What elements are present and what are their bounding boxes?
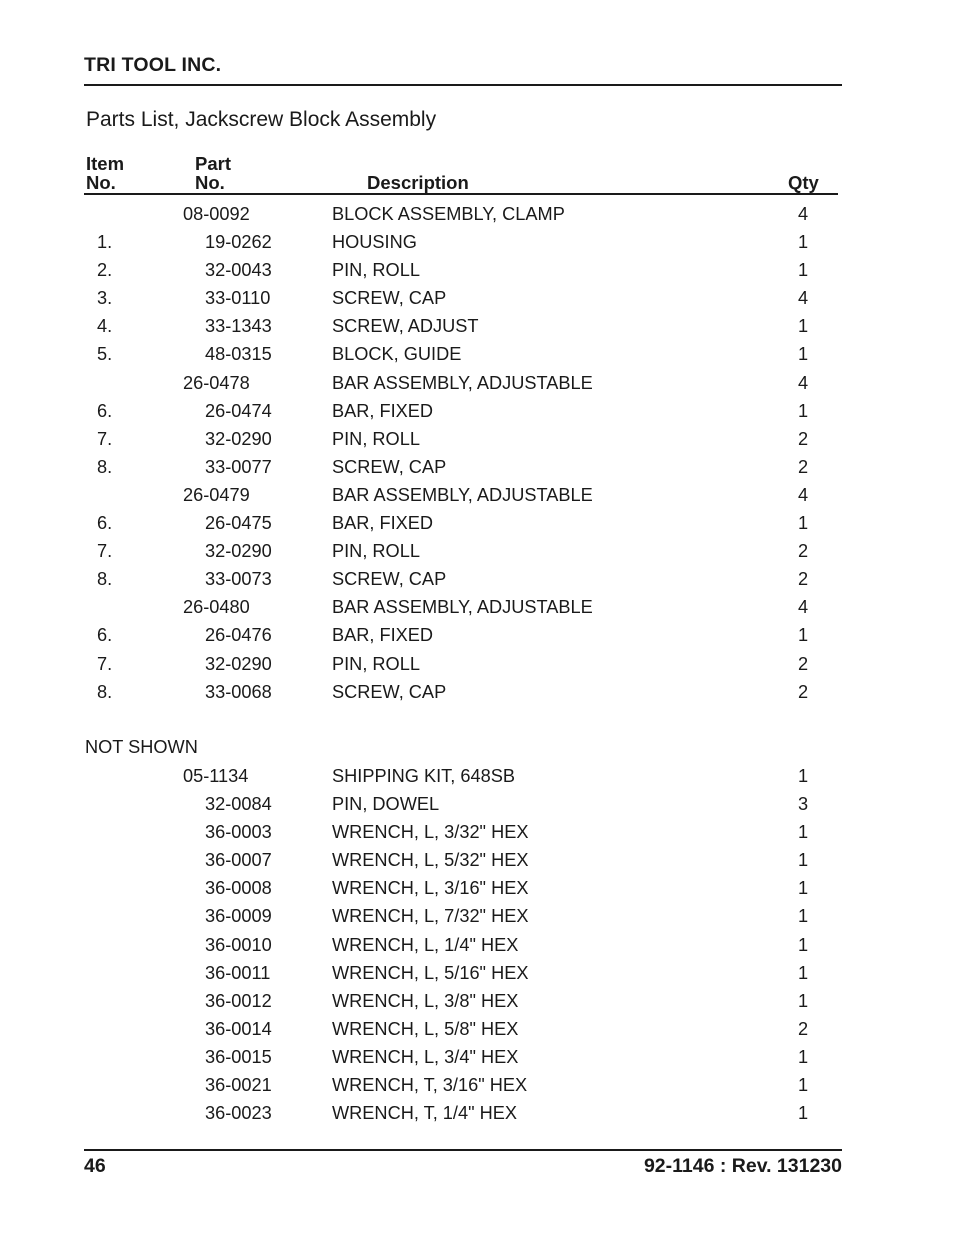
- table-row: [0, 1071, 954, 1099]
- table-row: [0, 902, 954, 930]
- part-number: 32-0290: [205, 428, 272, 449]
- part-number: 36-0012: [205, 990, 272, 1011]
- part-number: 36-0010: [205, 934, 272, 955]
- table-row: [0, 874, 954, 902]
- part-description: BAR, FIXED: [332, 513, 434, 534]
- part-number: 26-0480: [183, 597, 250, 618]
- table-row: [0, 846, 954, 874]
- part-quantity: 1: [798, 400, 809, 421]
- footer-rule: [84, 1149, 842, 1151]
- column-header-part: [195, 154, 231, 192]
- part-description: WRENCH, L, 3/32" HEX: [332, 822, 529, 843]
- part-quantity: 1: [798, 1046, 809, 1067]
- item-number: 8.: [97, 456, 113, 477]
- part-number: 33-0110: [205, 288, 271, 309]
- item-number: 7.: [97, 541, 113, 562]
- table-row: [0, 1099, 954, 1127]
- column-header-item-line1: Item: [86, 153, 125, 174]
- part-quantity: 1: [798, 962, 809, 983]
- part-number: 48-0315: [205, 344, 272, 365]
- part-number: 32-0084: [205, 794, 272, 815]
- part-quantity: 2: [798, 653, 809, 674]
- part-quantity: 1: [798, 906, 809, 927]
- part-number: 36-0023: [205, 1103, 272, 1124]
- part-description: WRENCH, L, 5/8" HEX: [332, 1018, 519, 1039]
- item-number: 8.: [97, 681, 113, 702]
- table-row: [0, 228, 954, 256]
- table-row: [0, 1043, 954, 1071]
- table-row: [0, 959, 954, 987]
- part-quantity: 4: [798, 204, 809, 224]
- part-description: BLOCK ASSEMBLY, CLAMP: [332, 204, 565, 224]
- part-quantity: 1: [798, 822, 809, 843]
- part-description: WRENCH, T, 1/4" HEX: [332, 1103, 517, 1124]
- table-row: [0, 593, 954, 621]
- table-row: [0, 818, 954, 846]
- part-number: 33-0077: [205, 456, 272, 477]
- column-header-item-line2: No.: [86, 172, 116, 193]
- part-quantity: 1: [798, 344, 809, 365]
- table-row: [0, 678, 954, 706]
- item-number: 6.: [97, 400, 113, 421]
- item-number: 7.: [97, 653, 113, 674]
- part-description: WRENCH, L, 7/32" HEX: [332, 906, 529, 927]
- part-number: 36-0009: [205, 906, 272, 927]
- part-description: SCREW, CAP: [332, 288, 447, 309]
- part-description: BLOCK, GUIDE: [332, 344, 462, 365]
- part-quantity: 3: [798, 794, 809, 815]
- table-row: [0, 340, 954, 368]
- part-number: 08-0092: [183, 204, 250, 224]
- part-number: 26-0479: [183, 484, 250, 505]
- table-row: [0, 453, 954, 481]
- column-header-part-line2: No.: [195, 172, 225, 193]
- table-row: [0, 650, 954, 678]
- part-description: BAR, FIXED: [332, 625, 434, 646]
- table-row: [0, 987, 954, 1015]
- part-description: BAR ASSEMBLY, ADJUSTABLE: [332, 484, 593, 505]
- item-number: 3.: [97, 288, 113, 309]
- part-description: SCREW, CAP: [332, 456, 447, 477]
- table-row: [0, 1015, 954, 1043]
- table-row: [0, 397, 954, 425]
- part-description: BAR ASSEMBLY, ADJUSTABLE: [332, 372, 593, 393]
- part-number: 36-0011: [205, 962, 271, 983]
- part-quantity: 2: [798, 681, 809, 702]
- column-header-description: Description: [367, 172, 469, 193]
- part-quantity: 1: [798, 625, 809, 646]
- table-row: [0, 621, 954, 649]
- part-quantity: 2: [798, 456, 809, 477]
- part-number: 26-0475: [205, 513, 272, 534]
- part-description: WRENCH, L, 1/4" HEX: [332, 934, 519, 955]
- part-description: SCREW, CAP: [332, 569, 447, 590]
- part-number: 33-1343: [205, 316, 272, 337]
- item-number: 6.: [97, 625, 113, 646]
- page-number: 46: [84, 1155, 106, 1177]
- part-number: 36-0008: [205, 878, 272, 899]
- table-row: [0, 762, 954, 790]
- part-quantity: 1: [798, 513, 809, 534]
- part-description: SCREW, ADJUST: [332, 316, 479, 337]
- part-number: 26-0474: [205, 400, 272, 421]
- part-number: 19-0262: [205, 232, 272, 253]
- company-name: TRI TOOL INC.: [84, 54, 222, 76]
- part-number: 36-0003: [205, 822, 272, 843]
- table-row: [0, 565, 954, 593]
- part-number: 36-0015: [205, 1046, 272, 1067]
- table-row: [0, 256, 954, 284]
- table-header-rule: [84, 193, 838, 195]
- item-number: 4.: [97, 316, 113, 337]
- part-number: 36-0021: [205, 1075, 272, 1096]
- table-row: [0, 790, 954, 818]
- part-quantity: 2: [798, 569, 809, 590]
- part-quantity: 1: [798, 1075, 809, 1096]
- part-description: WRENCH, L, 5/32" HEX: [332, 850, 529, 871]
- part-quantity: 1: [798, 850, 809, 871]
- table-row: [0, 509, 954, 537]
- part-quantity: 1: [798, 260, 809, 281]
- item-number: 8.: [97, 569, 113, 590]
- part-number: 33-0068: [205, 681, 272, 702]
- table-row: [0, 481, 954, 509]
- column-header-part-line1: Part: [195, 153, 231, 174]
- part-description: WRENCH, L, 3/16" HEX: [332, 878, 529, 899]
- part-quantity: 1: [798, 878, 809, 899]
- item-number: 7.: [97, 428, 113, 449]
- part-description: SHIPPING KIT, 648SB: [332, 766, 515, 786]
- part-description: PIN, DOWEL: [332, 794, 440, 815]
- part-quantity: 2: [798, 541, 809, 562]
- not-shown-table: [0, 762, 954, 1127]
- part-number: 36-0007: [205, 850, 272, 871]
- part-description: SCREW, CAP: [332, 681, 447, 702]
- parts-table: [0, 200, 954, 706]
- part-description: WRENCH, T, 3/16" HEX: [332, 1075, 528, 1096]
- part-number: 32-0290: [205, 541, 272, 562]
- part-number: 26-0476: [205, 625, 272, 646]
- part-number: 32-0290: [205, 653, 272, 674]
- part-number: 33-0073: [205, 569, 272, 590]
- table-row: [0, 369, 954, 397]
- part-quantity: 2: [798, 1018, 809, 1039]
- part-description: WRENCH, L, 3/8" HEX: [332, 990, 519, 1011]
- part-quantity: 1: [798, 990, 809, 1011]
- table-row: [0, 425, 954, 453]
- item-number: 2.: [97, 260, 113, 281]
- part-quantity: 1: [798, 934, 809, 955]
- part-quantity: 1: [798, 766, 809, 786]
- not-shown-heading: NOT SHOWN: [85, 737, 198, 757]
- column-header-item: [86, 154, 124, 192]
- page-title: Parts List, Jackscrew Block Assembly: [86, 108, 437, 131]
- part-description: PIN, ROLL: [332, 428, 420, 449]
- part-number: 36-0014: [205, 1018, 272, 1039]
- table-row: [0, 931, 954, 959]
- part-description: BAR ASSEMBLY, ADJUSTABLE: [332, 597, 593, 618]
- item-number: 6.: [97, 513, 113, 534]
- part-quantity: 2: [798, 428, 809, 449]
- table-row: [0, 284, 954, 312]
- table-row: [0, 312, 954, 340]
- part-quantity: 1: [798, 316, 809, 337]
- header-rule: [84, 84, 842, 86]
- table-row: [0, 200, 954, 228]
- part-number: 32-0043: [205, 260, 272, 281]
- part-number: 05-1134: [183, 766, 249, 786]
- part-description: PIN, ROLL: [332, 653, 420, 674]
- part-quantity: 1: [798, 1103, 809, 1124]
- part-quantity: 4: [798, 597, 809, 618]
- part-description: WRENCH, L, 5/16" HEX: [332, 962, 529, 983]
- part-number: 26-0478: [183, 372, 250, 393]
- part-quantity: 4: [798, 288, 809, 309]
- document-revision: 92-1146 : Rev. 131230: [643, 1155, 842, 1177]
- part-quantity: 1: [798, 232, 809, 253]
- table-row: [0, 537, 954, 565]
- item-number: 1.: [97, 232, 113, 253]
- part-quantity: 4: [798, 484, 809, 505]
- column-header-qty: Qty: [788, 172, 819, 193]
- part-description: PIN, ROLL: [332, 260, 420, 281]
- part-description: PIN, ROLL: [332, 541, 420, 562]
- part-description: BAR, FIXED: [332, 400, 434, 421]
- part-description: WRENCH, L, 3/4" HEX: [332, 1046, 519, 1067]
- part-description: HOUSING: [332, 232, 417, 253]
- item-number: 5.: [97, 344, 113, 365]
- part-quantity: 4: [798, 372, 809, 393]
